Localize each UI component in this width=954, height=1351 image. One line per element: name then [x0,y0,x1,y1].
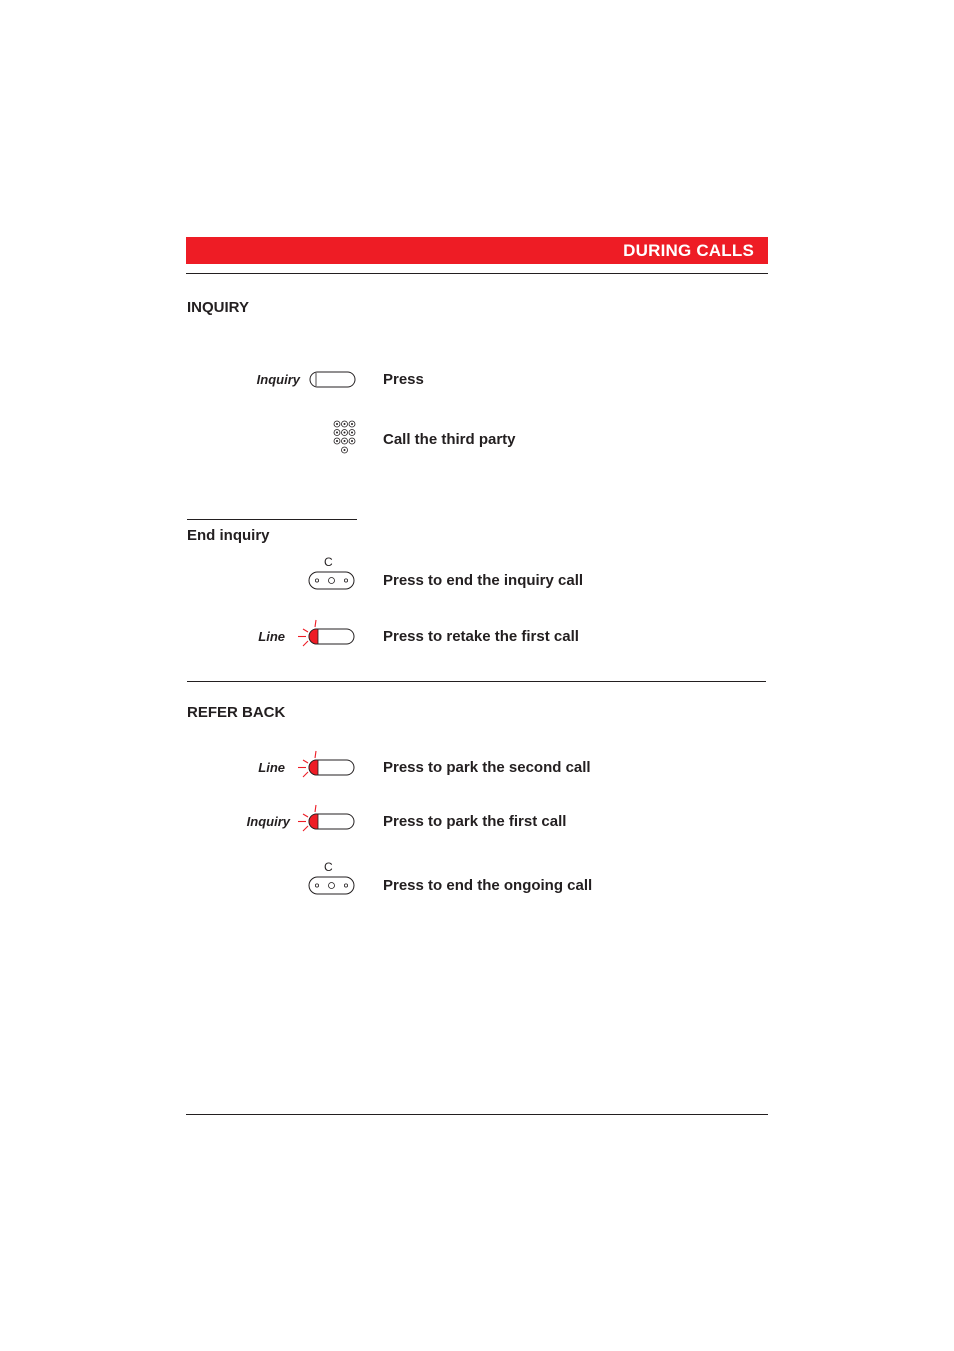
clear-key-symbol: C [324,860,333,874]
footer-divider [186,1114,768,1115]
section-divider [187,681,766,682]
section-title: DURING CALLS [623,241,754,260]
key-button-icon[interactable] [309,371,357,389]
flashing-key-icon[interactable] [296,750,358,780]
step-text: Press [383,371,424,388]
refer-back-heading: REFER BACK [187,704,286,721]
step-text: Press to end the ongoing call [383,877,593,894]
keypad-icon [332,420,358,456]
end-inquiry-heading: End inquiry [187,527,270,544]
section-header-bar [186,237,768,264]
flashing-key-icon[interactable] [296,804,358,834]
flashing-key-icon[interactable] [296,619,358,649]
line-key-label: Line [258,629,285,644]
step-text: Call the third party [383,431,516,448]
inquiry-key-label: Inquiry [246,814,290,829]
inquiry-heading: INQUIRY [187,299,249,316]
end-inquiry-divider [187,519,357,520]
header-divider [186,273,768,274]
step-text: Press to park the first call [383,813,567,830]
line-key-label: Line [258,760,285,775]
inquiry-key-label: Inquiry [256,372,300,387]
step-text: Press to end the inquiry call [383,572,584,589]
clear-button-icon[interactable] [308,876,356,896]
step-text: Press to park the second call [383,759,591,776]
step-text: Press to retake the first call [383,628,579,645]
clear-button-icon[interactable] [308,571,356,591]
clear-key-symbol: C [324,555,333,569]
